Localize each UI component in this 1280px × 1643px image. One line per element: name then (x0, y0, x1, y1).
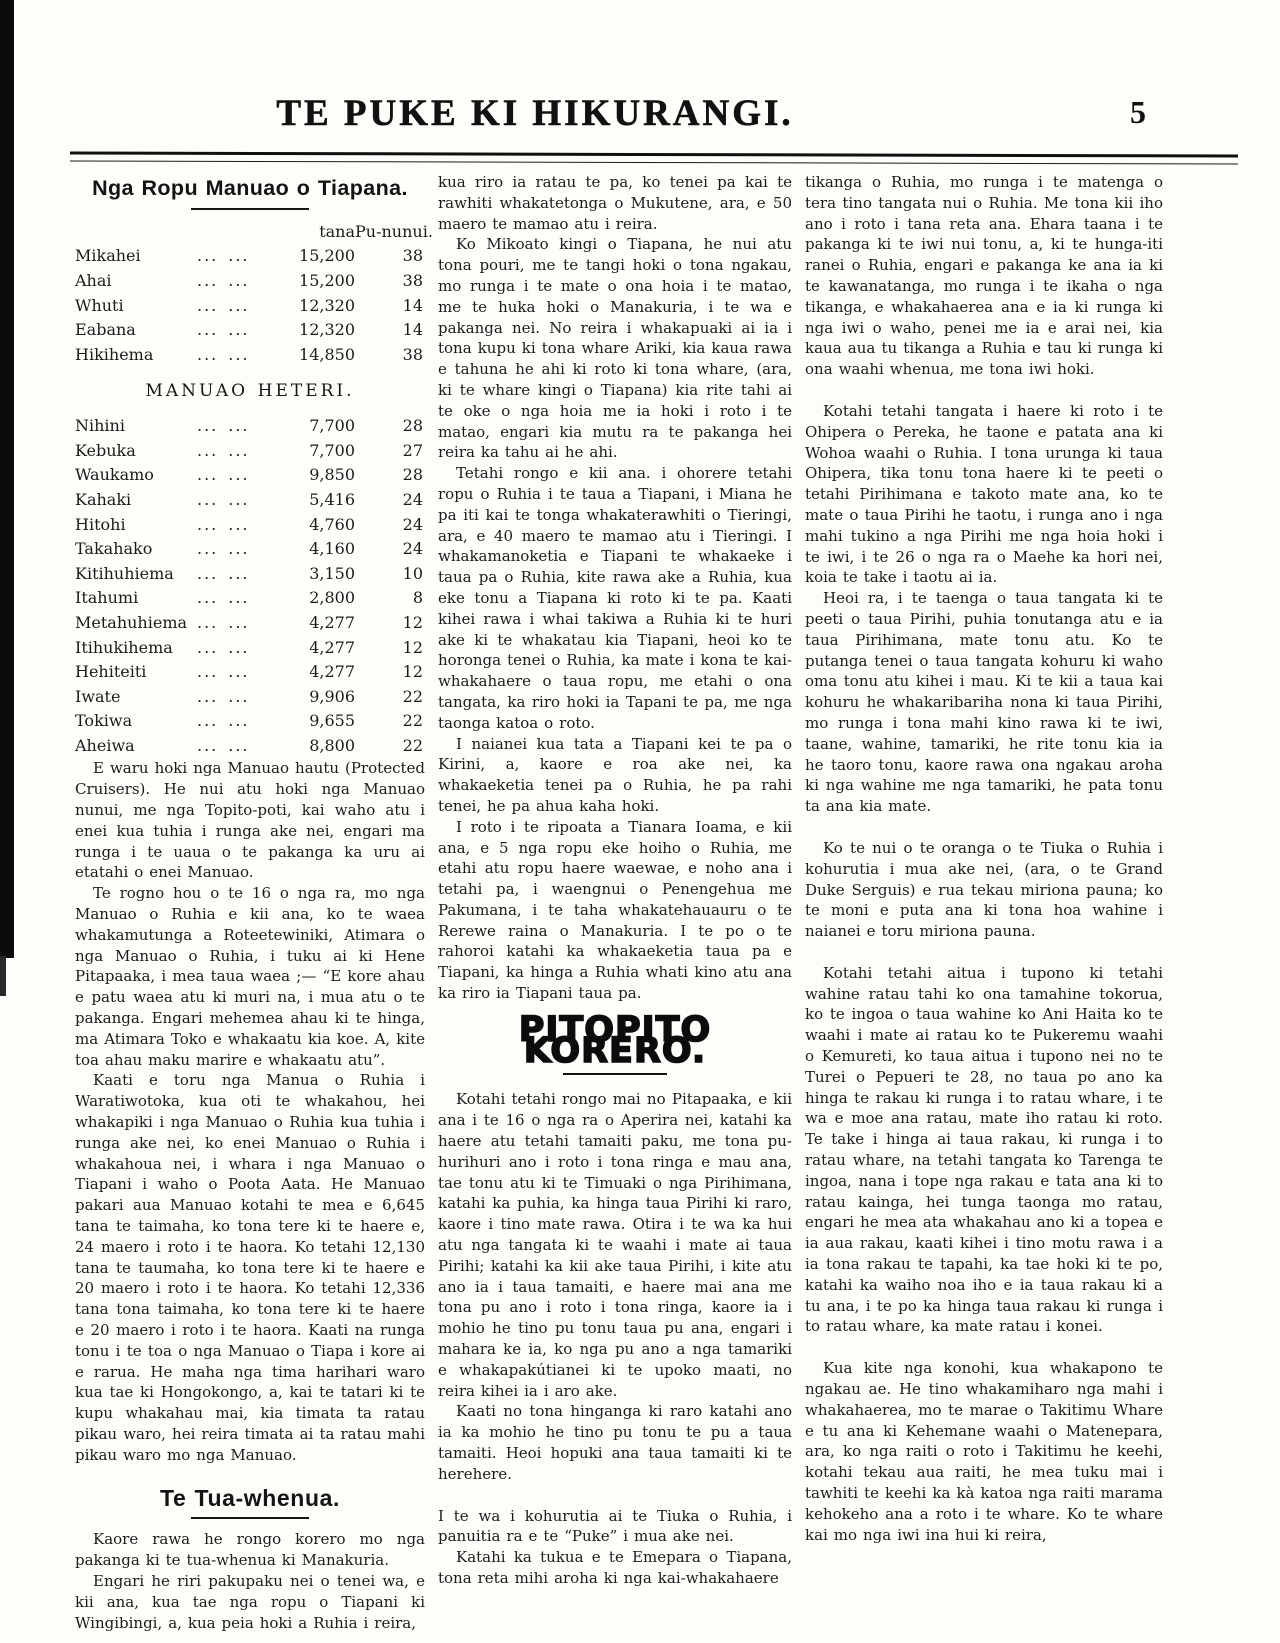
ship-guns: 24 (402, 514, 423, 534)
table-row (75, 463, 425, 488)
ship-name: Kebuka (75, 440, 136, 460)
table-row (75, 709, 425, 734)
leader-dots: ... ... (197, 563, 250, 583)
ship-tons: 7,700 (309, 440, 355, 460)
ship-guns: 8 (412, 588, 423, 608)
paragraph: Ko Mikoato kingi o Tiapana, he nui atu tona pouri, me te tangi hoki o tona ngakau, mo runga i te mate o ona hoia i te matao, me te huka hoki o Manakuria, i te wa e pakanga nei. No reira i whakapuaki ai ia i tona kupu ki tona whare Ariki, kia kaua rawa e tahuna he ahi ki roto ki tona whare, (ara, ki te whare kingi o Tiapana) kia rite tahi ai te oke o nga hoia me ia hoki i roto i te matao, engari kia mutu ra te pakanga hei reira ka tahu ai he ahi. (438, 235, 792, 462)
ship-tons: 2,800 (309, 588, 355, 608)
paragraph: Te rogno hou o te 16 o nga ra, mo nga Manuao o Ruhia e kii ana, ko te waea whakamutunga a Roteetewiniki, Atimara o nga Manuao o Ruhia, i tuku ai ki Hene Pitapaaka, i mea taua waea ;— “E kore ahau e patu waea atu ki muri na, i mua atu o te pakanga. Engari mehemea ahau ki te hinga, ma Atimara Toko e whakaatu kia koe. A, kite toa ahau maku marire e whakaatu atu”. (75, 884, 425, 1069)
leader-dots: ... ... (197, 489, 250, 509)
paragraph: Kaati no tona hinganga ki raro katahi ano ia ka mohio he tino pu tonu te pu a taua tamaiti. Heoi hopuki ana taua tamaiti ki te herehere. (438, 1402, 792, 1483)
ship-tons: 8,800 (309, 735, 355, 755)
table-row (75, 734, 425, 759)
table-row (75, 562, 425, 587)
leader-dots: ... ... (197, 320, 250, 340)
ship-name: Nihini (75, 416, 125, 436)
ship-guns: 22 (402, 735, 423, 755)
ship-name: Takahako (75, 539, 153, 559)
table-row (75, 660, 425, 685)
ship-name: Metahuhiema (75, 612, 188, 632)
paragraph: Katahi ka tukua e te Emepara o Tiapana, tona reta mihi aroha ki nga kai-whakahaere (438, 1548, 792, 1587)
ship-name: Ahai (75, 270, 112, 290)
subheading-manuao-heteri: MANUAO HETERI. (145, 381, 355, 402)
ship-name: Hitohi (75, 514, 126, 534)
paragraph: I naianei kua tata a Tiapani kei te pa o Kirini, a, kaore e roa ake nei, ka whakaeketia tenei pa o Ruhia, he pa rahi tenei, he pa ahua kaha hoki. (438, 734, 792, 815)
header-rule (70, 151, 1238, 164)
ship-tons: 4,277 (309, 662, 355, 682)
ship-guns: 38 (402, 270, 423, 290)
column-header-pununui: Pu-nunui. (355, 221, 433, 241)
table-row (75, 611, 425, 636)
ship-name: Iwate (75, 686, 121, 706)
paragraph: Ko te nui o te oranga o te Tiuka o Ruhia i kohurutia i mua ake nei, (ara, o te Grand Duke Serguis) e rua tekau miriona pauna; ko te moni e puta ana ki tona hoa wahine i naianei e toru miriona pauna. (805, 838, 1163, 941)
ship-guns: 38 (402, 344, 423, 364)
ship-tons: 5,416 (309, 489, 355, 509)
paragraph: Engari he riri pakupaku nei o tenei wa, e kii ana, kua tae nga ropu o Tiapani ki Wingibingi, a, kua peia hoki a Ruhia i reira, (75, 1571, 425, 1632)
table-row (75, 269, 425, 294)
scan-edge-artifact (0, 0, 14, 958)
leader-dots: ... ... (197, 270, 250, 290)
table-row (75, 294, 425, 319)
paragraph: E waru hoki nga Manuao hautu (Protected Cruisers). He nui atu hoki nga Manuao nunui, me nga Topito-poti, kai waho atu i enei kua tuhia i runga ake nei, engari ma runga i te uaua o te pakanga ka uru ai etatahi o enei Manuao. (75, 759, 425, 882)
ship-guns: 27 (402, 440, 423, 460)
ship-tons: 15,200 (299, 246, 355, 266)
ship-name: Tokiwa (75, 711, 133, 731)
heading-rule (563, 1073, 667, 1075)
table-row (75, 414, 425, 439)
ship-tons: 15,200 (299, 270, 355, 290)
ship-tons: 4,277 (309, 637, 355, 657)
ship-name: Itahumi (75, 588, 139, 608)
table-row (75, 488, 425, 513)
paragraph: Kotahi tetahi tangata i haere ki roto i te Ohipera o Pereka, he taone e patata ana ki Wohoa waahi o Ruhia. I tona urunga ki taua Ohipera, tika tonu tona haere ki te peeti o tetahi Pirihimana e takoto mate ana, ko te mate o taua Pirihi he taotu, i runga ano i nga mahi tukino a nga Pirihi me nga hoia hoki i te iwi, i te 26 o nga ra o Maehe ka hori nei, koia te take i taotu ai ia. (805, 401, 1163, 587)
ship-name: Hehiteiti (75, 662, 147, 682)
paragraph: Tetahi rongo e kii ana. i ohorere tetahi ropu o Ruhia i te taua a Tiapani, i Miana he pa iti kai te tonga whakaterawhiti o Tieringi, ara, e 40 maero te mamao atu i Tieringi. I whakamanoketia e Tiapani te whakaeke i taua pa o Ruhia, kite rawa ake a Ruhia, kua eke tonu a Tiapana ki roto ki te pa. Kaati kihei rawa i whai takiwa a Ruhia ki te huri ake ki te whakatau kia Tiapani, heoi ko te horonga tenei o Ruhia, ka mate i kona te kai-whakahaere o taua ropu, me etahi o ona tangata, ka riro hoki ia Tapani te pa, me nga taonga katoa o roto. (438, 464, 792, 732)
table-row (75, 586, 425, 611)
ship-tons: 4,160 (309, 539, 355, 559)
ship-guns: 38 (402, 246, 423, 266)
table-row (75, 318, 425, 343)
ship-guns: 12 (402, 637, 423, 657)
column-left (75, 172, 433, 1633)
leader-dots: ... ... (197, 612, 250, 632)
paragraph: Heoi ra, i te taenga o taua tangata ki te peeti o taua Pirihi, puhia tonutanga atu e ia taua Pirihimana, mate tonu atu. Ko te putanga tenei o taua tangata kohuru ki waho oma tonu atu kihei i mau. Ki te kii a taua kai kohuru he whakaribariha nona ki taua Pirihi, mo runga i tona mahi kino rawa ki te iwi, taane, wahine, tamariki, he rite tonu kia ia he taoro tonu, kaore rawa ona ngakau aroha ki nga wahine me nga tamariki, he pata tonu ta ana kia mate. (805, 589, 1163, 816)
ship-name: Mikahei (75, 246, 141, 266)
section-heading-pitopito-korero: PITOPITO KORERO. (518, 1009, 712, 1071)
paragraph: Kua kite nga konohi, kua whakapono te ngakau ae. He tino whakamiharo nga mahi i whakahaerea, mo te marae o Takitimu Whare e tu ana ki Kehemane waahi o Matenepara, ara, ko nga raiti o roto i Takitimu he keehi, kotahi tekau aua raiti, he mea tuku mai i tawhiti te keehi ka kà katoa nga raiti marama kehokeho ana a roto i te whare. Ko te whare kai mo nga iwi ina hui ki reira, (805, 1359, 1163, 1544)
paragraph: Kotahi tetahi aitua i tupono ki tetahi wahine ratau tahi ko ona tamahine tokorua, ko te ingoa o taua wahine ko Ani Haita ko te waahi i mate ai ratau ko te Pukeremu waahi o Kemureti, ko taua aitua i tupono nei no te Turei o Pepueri te 28, no taua po ano ka hinga te rakau ki runga i to ratau whare, i te wa e moe ana ratau, mate iho ratau ki roto. Te take i hinga ai taua rakau, ki runga i to ratau whare, na tetahi tangata ko Tarenga te ingoa, nana i tope nga rakau e tata ana ki to ratau kainga, hei tunga taonga mo ratau, engari he mea ata whakahau ano ki a topea e ia aua rakau, kaati kihei i tino motu rawa i a ia tona rakau te tapahi, ka tae hoki ki te po, katahi ka waiho noa iho e ia taua rakau ki a tu ana, i te po ka hinga taua rakau ki runga i to ratau whare, ka mate ratau i konei. (805, 963, 1163, 1336)
leader-dots: ... ... (197, 514, 250, 534)
ship-name: Hikihema (75, 344, 154, 364)
ship-name: Waukamo (75, 465, 154, 485)
ship-guns: 12 (402, 612, 423, 632)
ship-name: Aheiwa (75, 735, 135, 755)
leader-dots: ... ... (197, 344, 250, 364)
ship-guns: 14 (402, 320, 423, 340)
ship-tons: 9,906 (309, 686, 355, 706)
paragraph: tikanga o Ruhia, mo runga i te matenga o tera tino tangata nui o Ruhia. Me tona kii iho ano i roto i tana reta ana. Ehara taana i te pakanga ki te iwi nui tonu, a, ki te hunga-iti ranei o Ruhia, engari e pakanga ke ana ia ki te kawanatanga, mo runga i te ikaha o nga tikanga, e whakahaerea ana e ia ki runga ki nga iwi o waho, penei me ia e arai nei, kia kaua aua tu tikanga a Ruhia e tau ki runga ki ona waahi whenua, me tona iwi hoki. (805, 173, 1163, 379)
ship-guns: 10 (402, 563, 423, 583)
ship-tons: 12,320 (299, 295, 355, 315)
paragraph: Kotahi tetahi rongo mai no Pitapaaka, e kii ana i te 16 o nga ra o Aperira nei, katahi ka haere atu tetahi tamaiti paku, me tona pu-hurihuri ano i roto i tona ringa e mau ana, tae tonu atu ki te Timuaki o nga Pirihimana, katahi ka puhia, ka hinga taua Pirihi ki raro, kaore i tino mate rawa. Otira i te wa ka hui atu nga tangata ki te waahi i mate ai taua Pirihi; katahi ka kii ake taua Pirihi, i kite atu ano ia i taua tamaiti, e haere mai ana me tona pu ano i roto i tona ringa, kaore ia i mohio he tino pu tonu taua pu ana, engari i mahara ke ia, ko nga pu ano a nga tamariki e whakapakútianei ki te upoko maati, no reira kihei ia i aro ake. (438, 1090, 792, 1400)
fleet-table-heteri (75, 414, 425, 758)
leader-dots: ... ... (197, 246, 250, 266)
leader-dots: ... ... (197, 295, 250, 315)
heading-rule (191, 1517, 309, 1519)
table-row (75, 343, 425, 368)
ship-guns: 14 (402, 295, 423, 315)
ship-guns: 28 (402, 465, 423, 485)
paragraph: Kaati e toru nga Manua o Ruhia i Waratiwotoka, kua oti te whakahou, hei whakapiki i nga Manuao o Ruhia kua tuhia i runga ake nei, ko enei Manuao o Ruhia i whakahoua nei, i whara i nga Manuao o Tiapani i waho o Poota Aata. He Manuao pakari aua Manuao kotahi te mea e 6,645 tana te taimaha, ko tona tere ki te haere e, 24 maero i roto i te haora. Ko tetahi 12,130 tana te taumaha, ko tona tere ki te haere e 20 maero i roto i te haora. Ko tetahi 12,336 tana tona taimaha, ko tona tere ki te haere e 20 maero i roto i te haora. Kaati na runga tonu i te toa o nga Manuao o Tiapa i kore ai e rarua. He maha nga tima harihari waro kua tae ki Hongokongo, a, kai te tatari ki te kupu whakahau mai, kia timata ta ratau pikau waro, hei reira timata ai ta ratau mahi pikau waro mo nga Manuao. (75, 1071, 425, 1464)
ship-tons: 7,700 (309, 416, 355, 436)
paragraph: kua riro ia ratau te pa, ko tenei pa kai te rawhiti whakatetonga o Mukutene, ara, e 50 maero te mamao atu i reira. (438, 173, 792, 233)
table-row (75, 636, 425, 661)
leader-dots: ... ... (197, 686, 250, 706)
table-row (75, 513, 425, 538)
leader-dots: ... ... (197, 588, 250, 608)
columns (75, 172, 1163, 1633)
ship-tons: 9,655 (309, 711, 355, 731)
page-number: 5 (1130, 94, 1146, 130)
ship-guns: 22 (402, 711, 423, 731)
table-row (75, 244, 425, 269)
ship-guns: 12 (402, 662, 423, 682)
paragraph: I roto i te ripoata a Tianara Ioama, e kii ana, e 5 nga ropu eke hoiho o Ruhia, me etahi atu ropu haere waewae, e noho ana i tetahi pa, i waengnui o Penengehua me Pakumana, i te taha whakatehauauru o te Rerewe raina o Manakuria. I te po o te rahoroi katahi ka whakaeketia taua pa e Tiapani, ka hinga a Ruhia whati kino atu ana ka riro ia Tiapani taua pa. (438, 817, 792, 1003)
leader-dots: ... ... (197, 539, 250, 559)
ship-tons: 4,277 (309, 612, 355, 632)
article-heading-tua-whenua: Te Tua-whenua. (160, 1484, 340, 1511)
ship-tons: 14,850 (299, 344, 355, 364)
column-header-tana: tana (319, 221, 355, 241)
leader-dots: ... ... (197, 440, 250, 460)
paragraph: Kaore rawa he rongo korero mo nga pakanga ki te tua-whenua ki Manakuria. (75, 1530, 425, 1570)
ship-tons: 12,320 (299, 320, 355, 340)
leader-dots: ... ... (197, 735, 250, 755)
paragraph: I te wa i kohurutia ai te Tiuka o Ruhia, i panuitia ra e te “Puke” i mua ake nei. (438, 1506, 792, 1546)
ship-name: Kitihuhiema (75, 563, 174, 583)
ship-name: Eabana (75, 320, 136, 340)
ship-name: Itihukihema (75, 637, 173, 657)
ship-guns: 22 (402, 686, 423, 706)
table-row (75, 439, 425, 464)
fleet-table-header (75, 220, 433, 245)
leader-dots: ... ... (197, 416, 250, 436)
leader-dots: ... ... (197, 662, 250, 682)
column-right (805, 172, 1163, 1545)
ship-tons: 9,850 (309, 465, 355, 485)
article-heading-fleet: Nga Ropu Manuao o Tiapana. (92, 176, 408, 200)
ship-name: Kahaki (75, 489, 132, 509)
table-row (75, 537, 425, 562)
column-middle (438, 172, 792, 1589)
ship-guns: 24 (402, 539, 423, 559)
ship-name: Whuti (75, 295, 124, 315)
masthead-title: TE PUKE KI HIKURANGI. (276, 93, 794, 134)
leader-dots: ... ... (197, 465, 250, 485)
ship-tons: 3,150 (309, 563, 355, 583)
leader-dots: ... ... (197, 637, 250, 657)
heading-rule (191, 208, 309, 210)
ship-tons: 4,760 (309, 514, 355, 534)
ship-guns: 24 (402, 489, 423, 509)
table-row (75, 685, 425, 710)
scan-edge-artifact-tail (0, 956, 6, 996)
ship-guns: 28 (402, 416, 423, 436)
leader-dots: ... ... (197, 711, 250, 731)
fleet-table-main (75, 220, 433, 368)
